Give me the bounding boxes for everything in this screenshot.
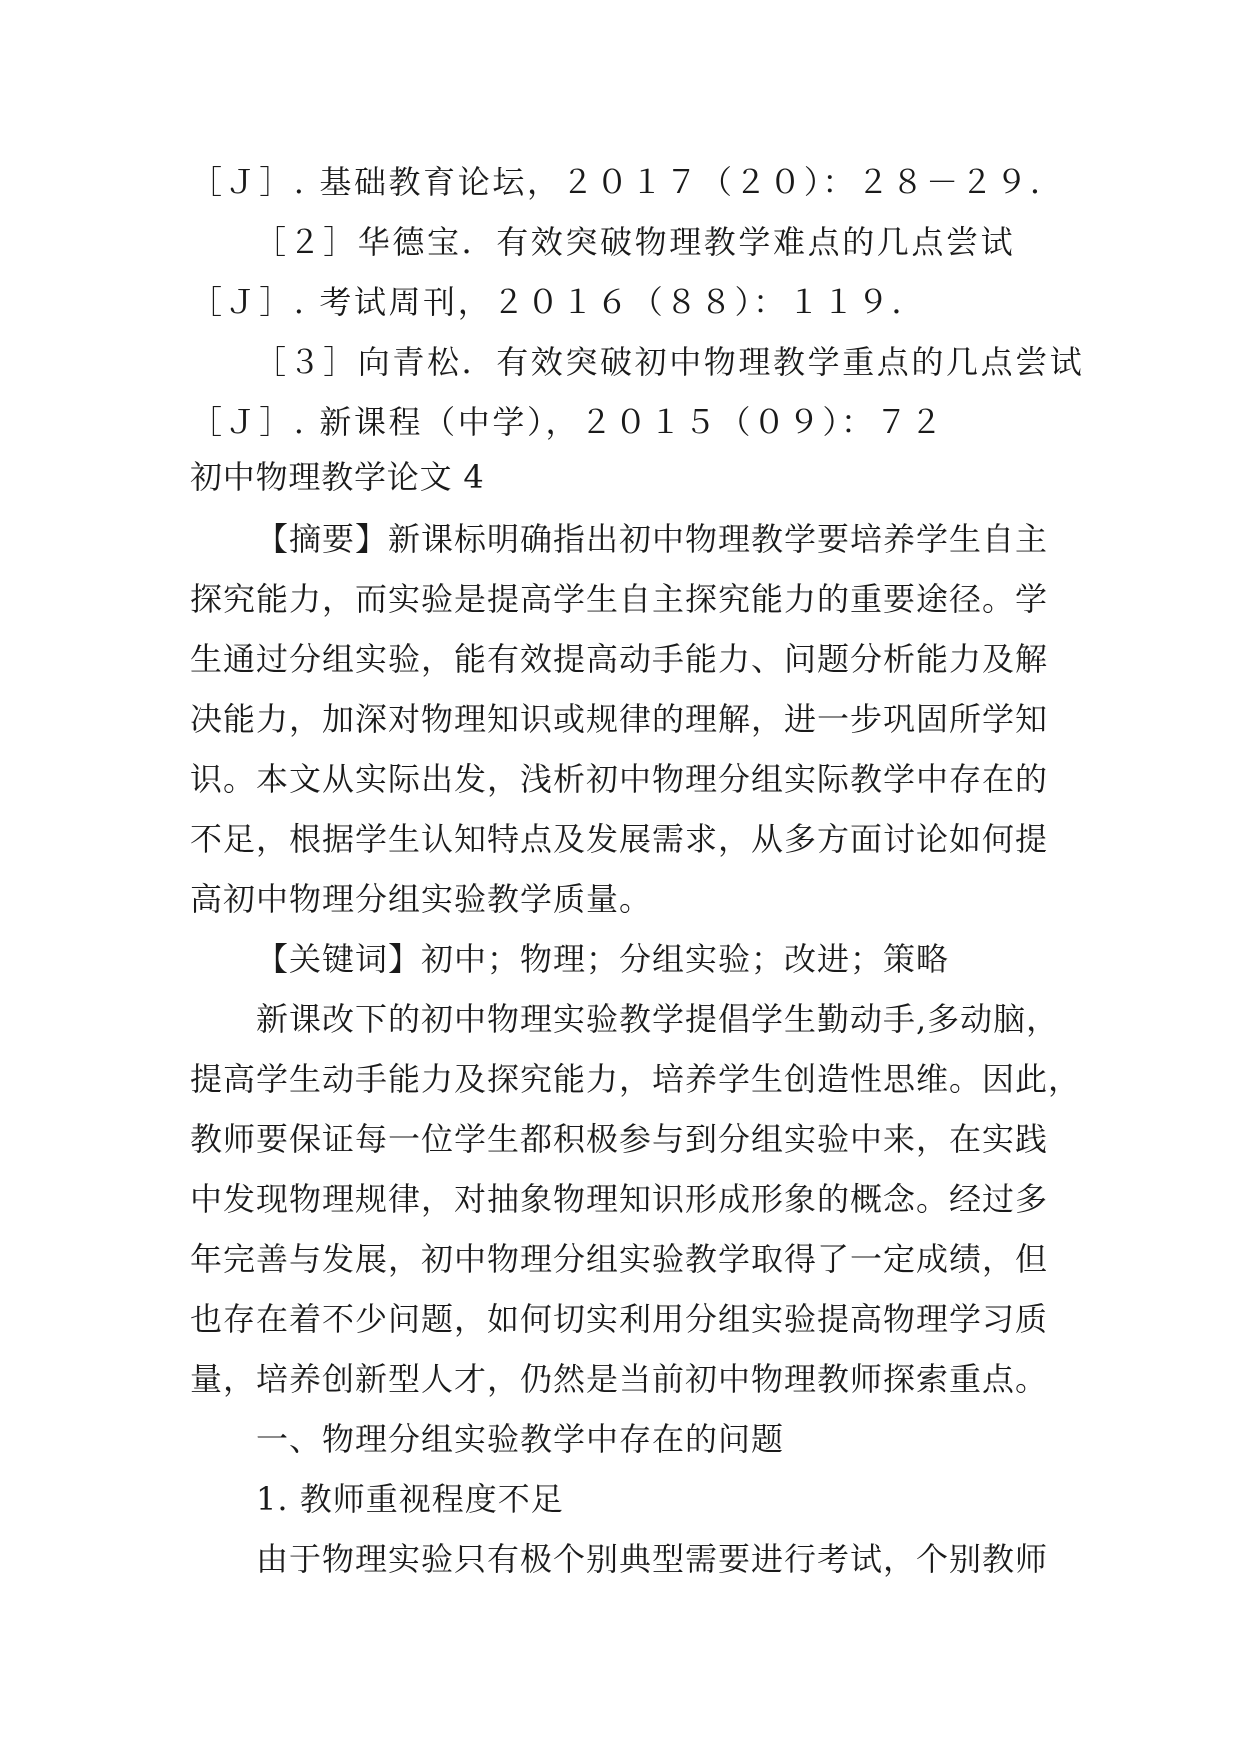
section-title: 初中物理教学论文 4 [190,458,485,496]
abstract-line-7: 高初中物理分组实验教学质量。 [190,880,653,918]
abstract-line-2: 探究能力，而实验是提高学生自主探究能力的重要途径。学 [190,580,1049,618]
abstract-line-1: 【摘要】新课标明确指出初中物理教学要培养学生自主 [256,520,1049,558]
reference-3-continuation: ［Ｊ］. 新课程（中学），２０１５（０９）：７２ [190,403,945,441]
reference-3: ［３］向青松．有效突破初中物理教学重点的几点尝试 [254,343,1085,381]
intro-line-4: 中发现物理规律，对抽象物理知识形成形象的概念。经过多 [190,1180,1049,1218]
intro-line-5: 年完善与发展，初中物理分组实验教学取得了一定成绩，但 [190,1240,1049,1278]
intro-line-7: 量，培养创新型人才，仍然是当前初中物理教师探索重点。 [190,1360,1049,1398]
abstract-line-3: 生通过分组实验，能有效提高动手能力、问题分析能力及解 [190,640,1049,678]
abstract-line-4: 决能力，加深对物理知识或规律的理解，进一步巩固所学知 [190,700,1049,738]
intro-line-1: 新课改下的初中物理实验教学提倡学生勤动手,多动脑， [256,1000,1060,1038]
intro-line-3: 教师要保证每一位学生都积极参与到分组实验中来，在实践 [190,1120,1049,1158]
abstract-line-5: 识。本文从实际出发，浅析初中物理分组实际教学中存在的 [190,760,1049,798]
intro-line-6: 也存在着不少问题，如何切实利用分组实验提高物理学习质 [190,1300,1049,1338]
abstract-line-6: 不足，根据学生认知特点及发展需求，从多方面讨论如何提 [190,820,1049,858]
reference-2-continuation: ［Ｊ］. 考试周刊，２０１６（８８）：１１９． [190,283,927,321]
subsection-heading-1: 1. 教师重视程度不足 [256,1480,564,1518]
section-heading-1: 一、物理分组实验教学中存在的问题 [256,1420,785,1458]
reference-2: ［２］华德宝．有效突破物理教学难点的几点尝试 [254,223,1016,261]
paragraph-line-1: 由于物理实验只有极个别典型需要进行考试，个别教师 [256,1540,1049,1578]
reference-1-continuation: ［Ｊ］. 基础教育论坛，２０１７（２０）：２８－２９． [190,163,1065,201]
intro-line-2: 提高学生动手能力及探究能力，培养学生创造性思维。因此， [190,1060,1082,1098]
keywords-line: 【关键词】初中；物理；分组实验；改进；策略 [256,940,950,978]
